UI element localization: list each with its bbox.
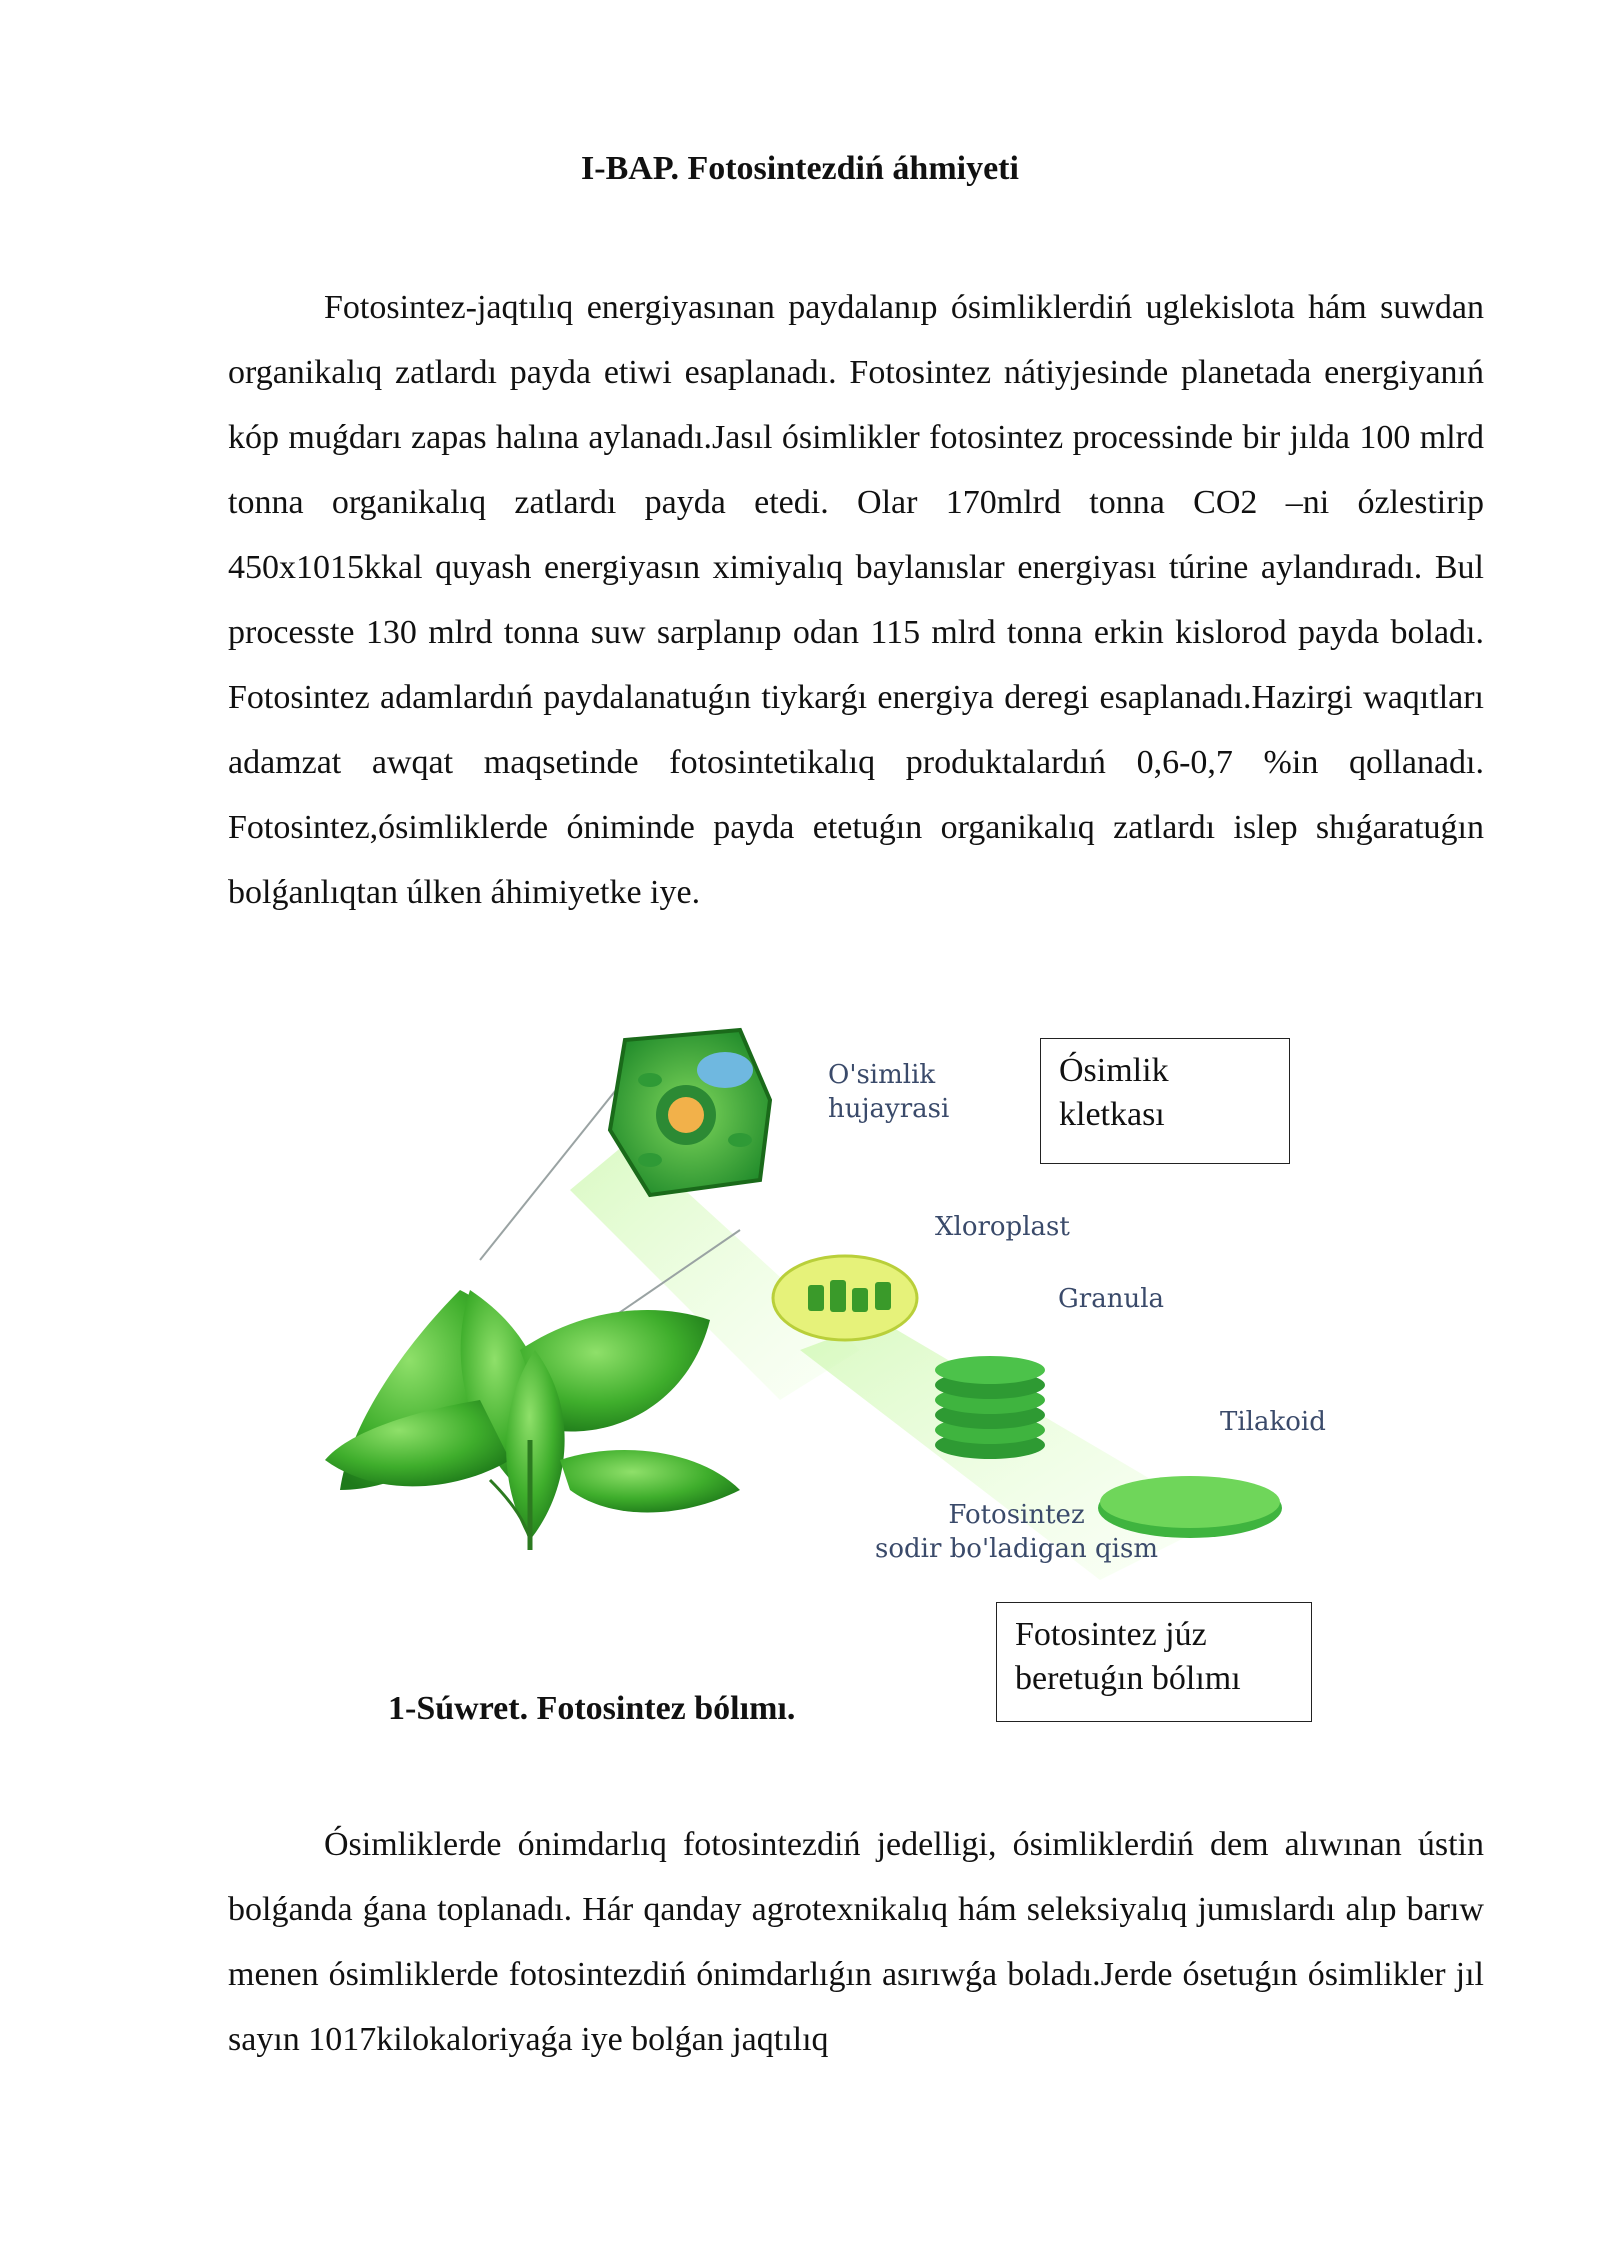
label-photosynthesis-site: Fotosintez sodir bo'ladigan qism [875, 1500, 1158, 1564]
label-plant-cell: O'simlik hujayrasi [828, 1060, 950, 1124]
label-thylakoid: Tilakoid [1220, 1407, 1326, 1437]
label-granule: Granula [1058, 1284, 1165, 1314]
plant-cell-icon [610, 1030, 770, 1195]
granum-icon [935, 1356, 1045, 1459]
paragraph-productivity: Ósimliklerde ónimdarlıq fotosintezdiń jedelligi, ósimliklerdiń dem alıwınan ústin bolǵanda ǵana toplanadı. Hár qanday agrotexnikalıq hám seleksiyalıq jumıslardı alıp barıw menen ósimliklerde fotosintezdiń ónimdarlıǵın asırıwǵa boladı.Jerde ósetuǵın ósimlikler jıl sayın 1017kilokaloriyaǵa iye bolǵan jaqtılıq [228, 1826, 1484, 2058]
chloroplast-icon [773, 1256, 917, 1340]
callout-plant-cell: Ósimlik kletkası [1040, 1038, 1290, 1164]
callout-photosynthesis-part: Fotosintez júz beretuǵın bólımı [996, 1602, 1312, 1722]
paragraph-intro: Fotosintez-jaqtılıq energiyasınan paydalanıp ósimliklerdiń uglekislota hám suwdan organikalıq zatlardı payda etiwi esaplanadı. Fotosintez nátiyjesinde planetada energiyanıń kóp muǵdarı zapas halına aylanadı.Jasıl ósimlikler fotosintez processinde bir jılda 100 mlrd tonna organikalıq zatlardı payda etedi. Olar 170mlrd tonna CO2 –ni ózlestirip 450x1015kkal quyash energiyasın ximiyalıq baylanıslar energiyası túrine aylandıradı. Bul processte 130 mlrd tonna suw sarplanıp odan 115 mlrd tonna erkin kislorod payda boladı. Fotosintez adamlardıń paydalanatuǵın tiykarǵı energiya deregi esaplanadı.Hazirgi waqıtları adamzat awqat maqsetinde fotosintetikalıq produktalardıń 0,6-0,7 %in qollanadı. Fotosintez,ósimliklerde óniminde payda etetuǵın organikalıq zatlardı islep shıǵaratuǵın bolǵanlıqtan úlken áhimiyetke iye. [228, 289, 1484, 911]
figure-caption: 1-Súwret. Fotosintez bólımı. [388, 1690, 796, 1727]
leaf-cluster-icon [325, 1290, 740, 1550]
chapter-heading: I-BAP. Fotosintezdiń áhmiyeti [581, 150, 1019, 187]
label-chloroplast: Xloroplast [935, 1212, 1070, 1242]
